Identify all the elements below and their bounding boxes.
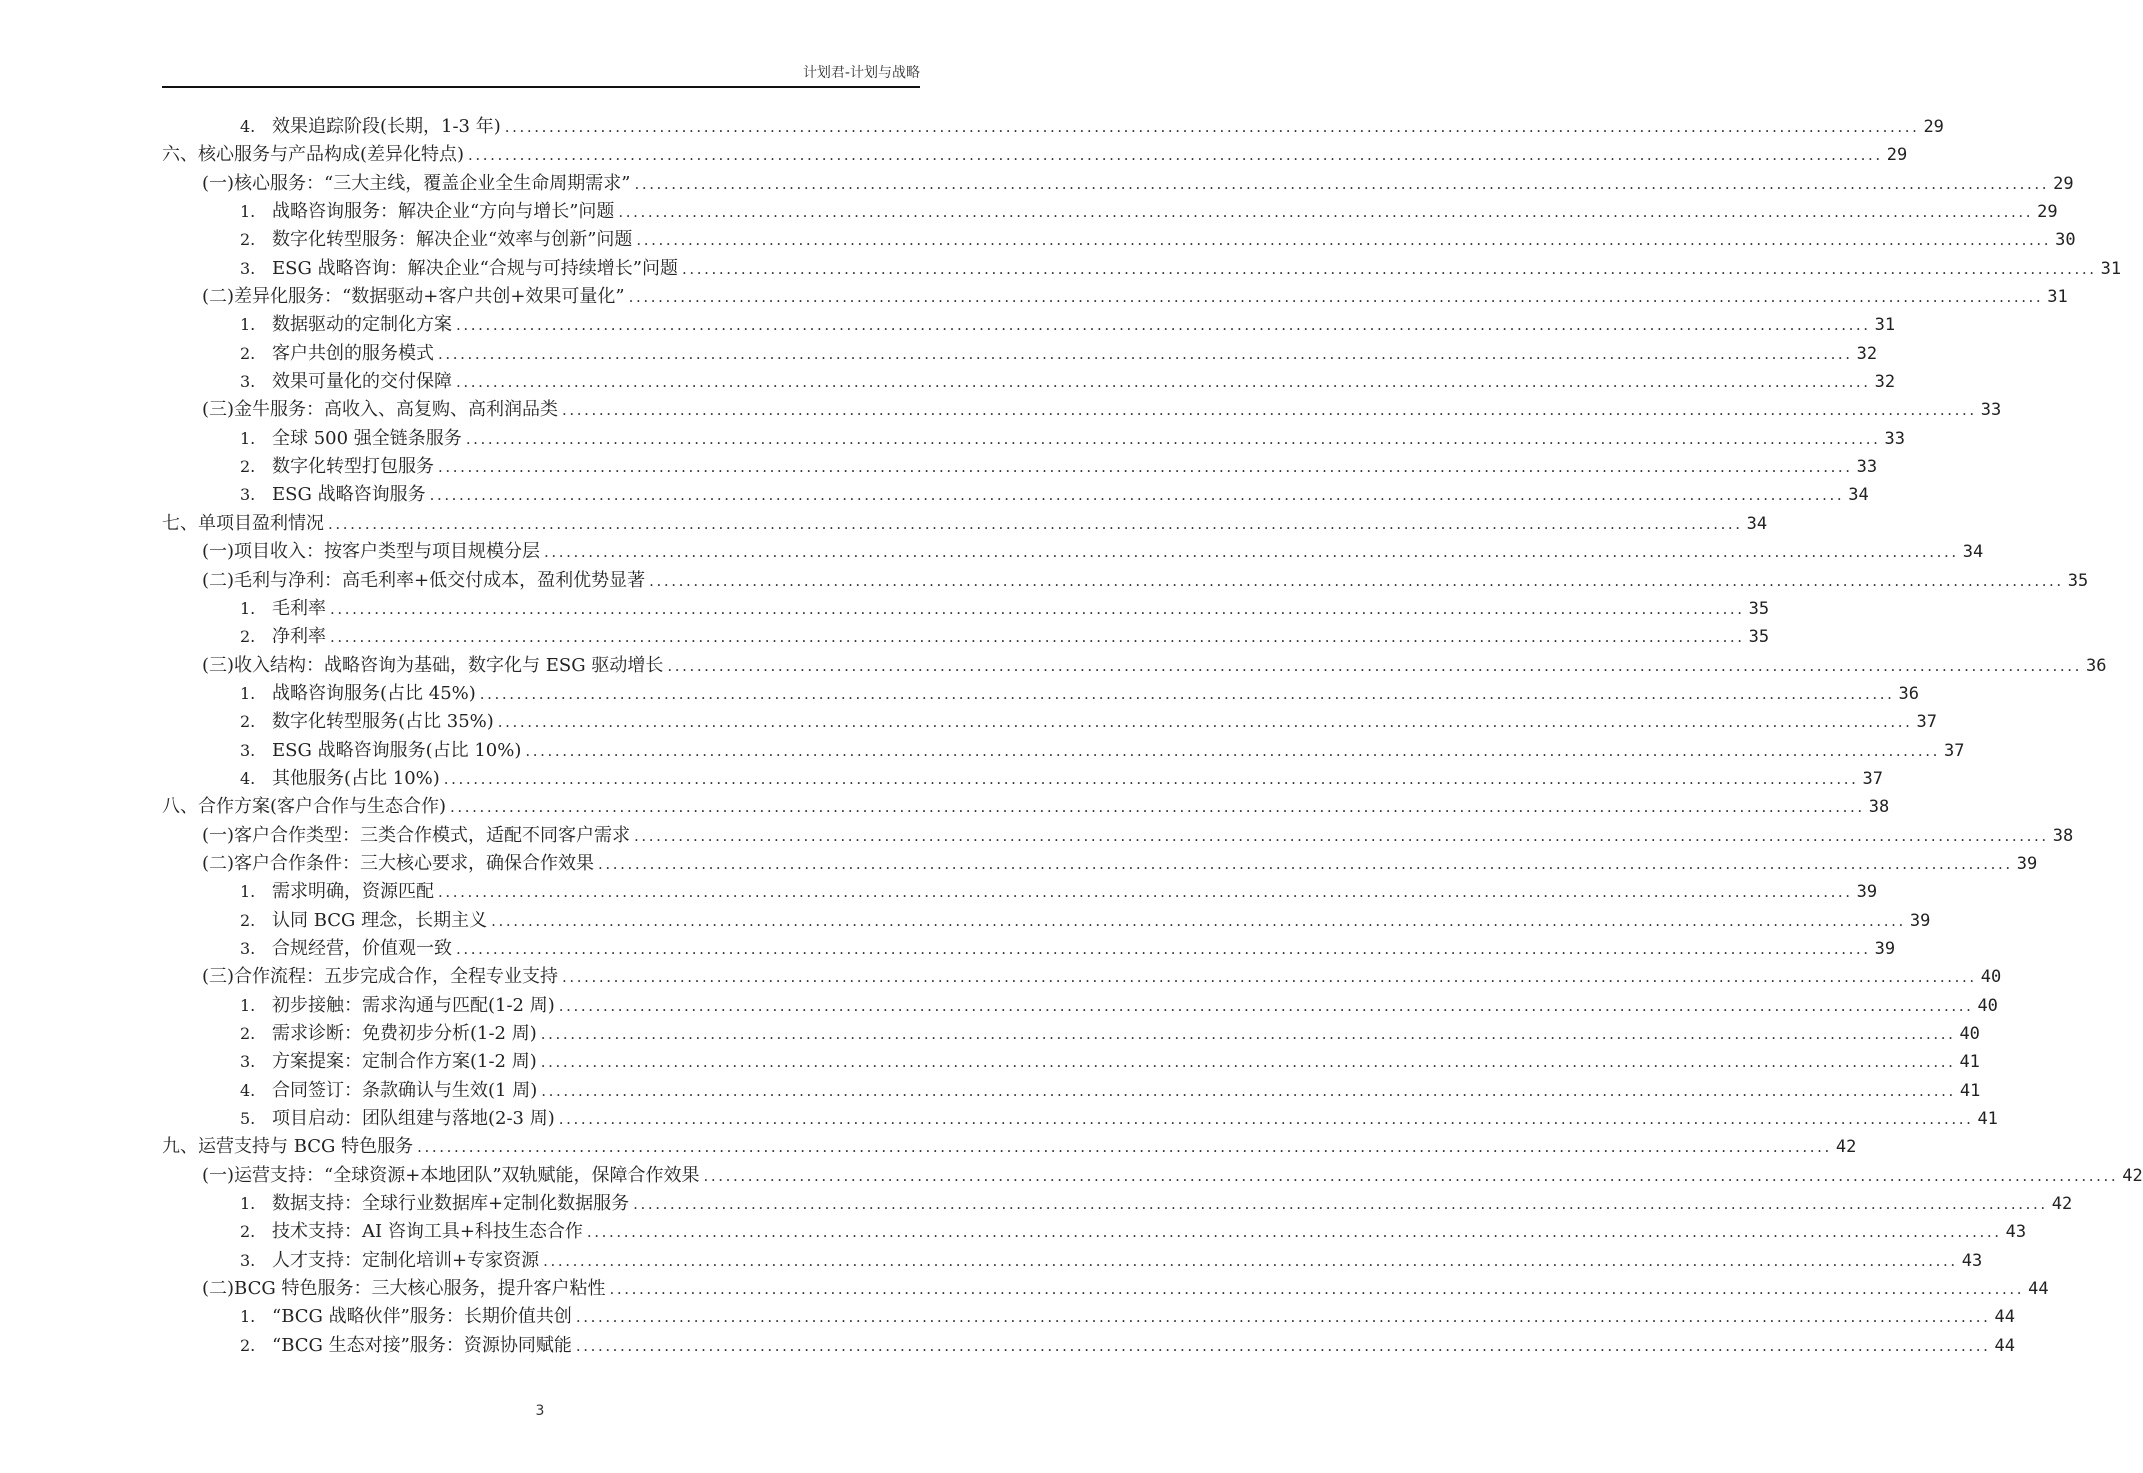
toc-dot-leader: [559, 992, 1974, 1020]
toc-entry[interactable]: [162, 652, 2107, 680]
toc-entry-page: 37: [1916, 712, 1937, 733]
toc-entry-page: 31: [1874, 315, 1896, 336]
toc-entry[interactable]: [162, 368, 1896, 396]
toc-entry-title: (三)合作流程：五步完成合作，全程专业支持: [202, 966, 559, 988]
toc-entry-number: 5.: [240, 1109, 256, 1129]
toc-dot-leader: [330, 623, 1745, 651]
toc-entry-title: ESG 战略咨询服务(占比 10%): [272, 739, 522, 761]
table-of-contents: [162, 113, 2143, 1360]
toc-entry-page: 40: [1977, 995, 1998, 1016]
toc-entry-page: 34: [1962, 542, 1984, 563]
toc-dot-leader: [636, 226, 2051, 254]
toc-dot-leader: [450, 793, 1865, 821]
toc-dot-leader: [598, 850, 2013, 878]
toc-entry-number: 3.: [240, 258, 256, 278]
toc-entry-number: 2.: [240, 343, 256, 363]
toc-dot-leader: [544, 538, 1959, 566]
toc-entry-title: (一)客户合作类型：三类合作模式，适配不同客户需求: [202, 824, 631, 846]
toc-entry-page: 31: [2100, 258, 2122, 279]
toc-entry-title: (三)金牛服务：高收入、高复购、高利润品类: [202, 399, 559, 421]
toc-entry[interactable]: [162, 1275, 2049, 1303]
toc-entry-number: 1.: [240, 683, 256, 703]
toc-entry-title: 效果可量化的交付保障: [272, 371, 452, 393]
toc-entry-page: 34: [1848, 485, 1869, 506]
toc-entry-title: 九、运营支持与 BCG 特色服务: [162, 1136, 414, 1158]
toc-entry-number: 2.: [240, 627, 256, 647]
toc-dot-leader: [576, 1332, 1991, 1360]
toc-entry-page: 38: [1868, 797, 1890, 818]
toc-entry-title: 数据驱动的定制化方案: [272, 314, 452, 336]
toc-entry-number: 2.: [240, 1335, 256, 1355]
toc-entry-page: 41: [1977, 1109, 1998, 1130]
toc-dot-leader: [609, 1275, 2024, 1303]
toc-entry-number: 1.: [240, 1307, 256, 1327]
toc-dot-leader: [587, 1218, 2002, 1246]
toc-entry-page: 33: [1884, 428, 1905, 449]
toc-entry-page: 43: [2005, 1222, 2027, 1243]
toc-entry-title: 需求诊断：免费初步分析(1-2 周): [272, 1023, 537, 1044]
toc-entry-page: 29: [1923, 117, 1944, 137]
toc-dot-leader: [541, 1048, 1956, 1076]
toc-entry-number: 3.: [240, 372, 256, 392]
toc-dot-leader: [430, 481, 1845, 509]
toc-entry-page: 44: [1994, 1307, 2015, 1328]
toc-entry-page: 39: [1874, 938, 1896, 959]
toc-dot-leader: [541, 1077, 1956, 1105]
toc-entry[interactable]: [162, 1247, 1983, 1275]
toc-entry-page: 41: [1959, 1080, 1981, 1101]
toc-entry-page: 41: [1959, 1052, 1980, 1073]
toc-entry-number: 1.: [240, 428, 256, 448]
toc-entry-title: 技术支持：AI 咨询工具+科技生态合作: [272, 1221, 583, 1243]
toc-entry-number: 1.: [240, 1194, 256, 1214]
toc-entry-page: 32: [1856, 343, 1878, 364]
toc-entry-title: 需求明确，资源匹配: [272, 881, 434, 903]
toc-dot-leader: [634, 170, 2049, 198]
toc-entry[interactable]: [162, 170, 2074, 198]
toc-entry-title: (一)核心服务：“三大主线，覆盖企业全生命周期需求”: [202, 172, 631, 194]
toc-entry-page: 34: [1746, 513, 1768, 534]
toc-entry-title: (三)收入结构：战略咨询为基础，数字化与 ESG 驱动增长: [202, 654, 664, 676]
toc-entry-title: 其他服务(占比 10%): [272, 767, 440, 789]
toc-entry[interactable]: [162, 1133, 1857, 1161]
toc-dot-leader: [498, 708, 1913, 736]
toc-dot-leader: [559, 1105, 1974, 1133]
toc-dot-leader: [634, 822, 2049, 850]
toc-entry-page: 44: [1994, 1335, 2015, 1356]
toc-entry[interactable]: [162, 113, 1944, 141]
toc-entry[interactable]: [162, 850, 2038, 878]
toc-dot-leader: [456, 311, 1871, 339]
toc-entry[interactable]: [162, 311, 1896, 339]
toc-dot-leader: [633, 1190, 2048, 1218]
toc-entry-number: 2.: [240, 712, 256, 732]
toc-entry-title: 认同 BCG 理念，长期主义: [272, 909, 488, 931]
toc-dot-leader: [541, 1020, 1956, 1048]
toc-entry-page: 30: [2055, 230, 2076, 251]
toc-entry-page: 40: [1959, 1024, 1980, 1044]
toc-entry[interactable]: [162, 907, 1931, 935]
toc-entry[interactable]: [162, 226, 2076, 254]
toc-entry[interactable]: [162, 396, 2002, 424]
toc-entry-title: 数字化转型打包服务: [272, 456, 434, 478]
toc-entry-number: 2.: [240, 1024, 256, 1043]
toc-entry[interactable]: [162, 737, 1965, 765]
toc-entry-number: 1.: [240, 202, 256, 222]
toc-entry-title: 数字化转型服务：解决企业“效率与创新”问题: [272, 229, 633, 251]
toc-entry-number: 1.: [240, 598, 256, 618]
toc-entry-page: 38: [2052, 825, 2074, 846]
toc-entry-page: 37: [1862, 768, 1883, 789]
toc-entry[interactable]: [162, 141, 1908, 169]
toc-entry[interactable]: [162, 283, 2068, 311]
toc-dot-leader: [543, 1247, 1958, 1275]
toc-dot-leader: [417, 1133, 1832, 1161]
toc-entry-page: 37: [1944, 740, 1965, 761]
toc-entry-number: 1.: [240, 995, 256, 1015]
toc-entry[interactable]: [162, 793, 1890, 821]
toc-dot-leader: [505, 113, 1920, 141]
toc-entry-number: 4.: [240, 1080, 256, 1100]
toc-entry-title: 初步接触：需求沟通与匹配(1-2 周): [272, 994, 555, 1016]
toc-entry-number: 4.: [240, 768, 256, 788]
toc-dot-leader: [466, 425, 1881, 453]
toc-entry-title: 方案提案：定制合作方案(1-2 周): [272, 1051, 537, 1073]
toc-entry-number: 3.: [240, 485, 256, 505]
toc-entry-title: 客户共创的服务模式: [272, 342, 434, 364]
toc-dot-leader: [562, 396, 1977, 424]
toc-entry-title: 净利率: [272, 626, 326, 648]
toc-dot-leader: [330, 595, 1745, 623]
toc-entry[interactable]: [162, 680, 1919, 708]
toc-entry[interactable]: [162, 567, 2089, 595]
toc-entry-number: 2.: [240, 1222, 256, 1242]
toc-entry[interactable]: [162, 708, 1937, 736]
page-number: 3: [535, 1403, 545, 1419]
toc-entry[interactable]: [162, 1077, 1981, 1105]
toc-dot-leader: [704, 1162, 2119, 1190]
toc-entry-page: 42: [2051, 1194, 2073, 1215]
toc-entry-title: 项目启动：团队组建与落地(2-3 周): [272, 1108, 555, 1130]
toc-entry-number: 4.: [240, 117, 256, 136]
toc-dot-leader: [438, 878, 1853, 906]
toc-entry-title: “BCG 战略伙伴”服务：长期价值共创: [272, 1306, 572, 1328]
toc-entry-title: (二)客户合作条件：三大核心要求，确保合作效果: [202, 852, 595, 874]
toc-dot-leader: [576, 1303, 1991, 1331]
page-header: 计划君-计划与战略: [802, 65, 920, 81]
toc-entry[interactable]: [162, 935, 1896, 963]
toc-entry[interactable]: [162, 595, 1770, 623]
toc-entry-title: 数据支持：全球行业数据库+定制化数据服务: [272, 1193, 630, 1215]
header-rule: [162, 86, 920, 88]
toc-entry-title: 战略咨询服务：解决企业“方向与增长”问题: [272, 201, 615, 223]
toc-entry-page: 36: [2086, 655, 2107, 676]
toc-entry[interactable]: [162, 992, 1998, 1020]
toc-entry[interactable]: [162, 822, 2074, 850]
toc-entry-page: 29: [2037, 202, 2058, 223]
toc-entry[interactable]: [162, 878, 1878, 906]
toc-entry-page: 40: [1980, 967, 2002, 988]
toc-entry-page: 32: [1874, 372, 1896, 393]
toc-dot-leader: [444, 765, 1859, 793]
toc-entry-page: 29: [2053, 173, 2074, 194]
toc-dot-leader: [682, 255, 2097, 283]
toc-entry[interactable]: [162, 1332, 2015, 1360]
toc-entry-page: 35: [1748, 598, 1770, 619]
toc-dot-leader: [649, 567, 2064, 595]
toc-entry-number: 2.: [240, 910, 256, 930]
toc-entry-number: 3.: [240, 1250, 256, 1270]
toc-entry-number: 1.: [240, 315, 256, 335]
toc-entry-title: 毛利率: [272, 597, 326, 619]
toc-entry-page: 39: [1909, 910, 1931, 931]
toc-entry[interactable]: [162, 1162, 2143, 1190]
toc-entry-page: 36: [1898, 683, 1919, 704]
toc-entry-title: (一)项目收入：按客户类型与项目规模分层: [202, 541, 541, 563]
toc-dot-leader: [629, 283, 2044, 311]
toc-entry-page: 33: [1980, 400, 2002, 421]
toc-dot-leader: [456, 368, 1871, 396]
toc-entry[interactable]: [162, 963, 2002, 991]
toc-entry[interactable]: [162, 340, 1878, 368]
toc-entry[interactable]: [162, 1303, 2015, 1331]
toc-entry-title: (二)差异化服务：“数据驱动+客户共创+效果可量化”: [202, 286, 625, 308]
toc-entry-title: 八、合作方案(客户合作与生态合作): [162, 796, 447, 818]
toc-entry[interactable]: [162, 255, 2122, 283]
toc-dot-leader: [328, 510, 1743, 538]
toc-entry-title: 六、核心服务与产品构成(差异化特点): [162, 144, 465, 166]
toc-dot-leader: [667, 652, 2082, 680]
toc-dot-leader: [456, 935, 1871, 963]
toc-dot-leader: [438, 340, 1853, 368]
toc-entry-title: 人才支持：定制化培训+专家资源: [272, 1249, 540, 1271]
toc-entry[interactable]: [162, 425, 1905, 453]
toc-entry[interactable]: [162, 453, 1878, 481]
toc-entry-page: 43: [1961, 1250, 1983, 1271]
toc-entry-number: 3.: [240, 1052, 256, 1072]
toc-entry[interactable]: [162, 1020, 1980, 1048]
toc-entry[interactable]: [162, 623, 1770, 651]
toc-entry[interactable]: [162, 510, 1768, 538]
toc-entry-title: ESG 战略咨询：解决企业“合规与可持续增长”问题: [272, 257, 678, 279]
toc-entry-title: 七、单项目盈利情况: [162, 512, 324, 534]
toc-dot-leader: [491, 907, 1906, 935]
toc-entry[interactable]: [162, 198, 2058, 226]
toc-entry-title: 数字化转型服务(占比 35%): [272, 711, 494, 733]
toc-entry[interactable]: [162, 1048, 1980, 1076]
toc-entry-number: 1.: [240, 882, 256, 902]
toc-dot-leader: [525, 737, 1940, 765]
toc-entry-title: (二)BCG 特色服务：三大核心服务，提升客户粘性: [202, 1278, 606, 1300]
toc-entry-page: 29: [1886, 145, 1908, 166]
toc-entry-title: 效果追踪阶段(长期，1-3 年): [272, 116, 501, 137]
toc-dot-leader: [438, 453, 1853, 481]
toc-entry-page: 39: [2016, 853, 2038, 874]
toc-entry-page: 42: [1835, 1137, 1857, 1158]
toc-entry[interactable]: [162, 765, 1883, 793]
toc-entry-page: 39: [1856, 882, 1878, 903]
toc-entry-title: (一)运营支持：“全球资源+本地团队”双轨赋能，保障合作效果: [202, 1164, 700, 1186]
toc-entry-page: 35: [1748, 627, 1770, 648]
toc-entry-title: “BCG 生态对接”服务：资源协同赋能: [272, 1334, 572, 1356]
toc-entry[interactable]: [162, 1218, 2027, 1246]
toc-dot-leader: [618, 198, 2033, 226]
toc-entry-page: 44: [2028, 1279, 2049, 1300]
toc-dot-leader: [562, 963, 1977, 991]
toc-entry-page: 33: [1856, 457, 1878, 478]
toc-entry[interactable]: [162, 1105, 1998, 1133]
toc-dot-leader: [480, 680, 1895, 708]
toc-entry-title: 合同签订：条款确认与生效(1 周): [272, 1079, 538, 1101]
toc-entry-number: 3.: [240, 740, 256, 760]
toc-entry-title: ESG 战略咨询服务: [272, 484, 426, 506]
toc-entry-number: 3.: [240, 938, 256, 958]
toc-entry-page: 42: [2122, 1165, 2143, 1186]
toc-entry-page: 35: [2067, 570, 2089, 591]
toc-entry[interactable]: [162, 481, 1869, 509]
toc-entry-page: 31: [2047, 287, 2068, 308]
toc-entry-title: 战略咨询服务(占比 45%): [272, 682, 476, 704]
toc-entry[interactable]: [162, 1190, 2073, 1218]
toc-entry-title: (二)毛利与净利：高毛利率+低交付成本，盈利优势显著: [202, 569, 646, 591]
toc-dot-leader: [468, 141, 1883, 169]
toc-entry[interactable]: [162, 538, 1984, 566]
toc-entry-title: 全球 500 强全链条服务: [272, 427, 462, 449]
toc-entry-title: 合规经营，价值观一致: [272, 937, 452, 959]
toc-entry-number: 2.: [240, 457, 256, 477]
toc-entry-number: 2.: [240, 230, 256, 250]
